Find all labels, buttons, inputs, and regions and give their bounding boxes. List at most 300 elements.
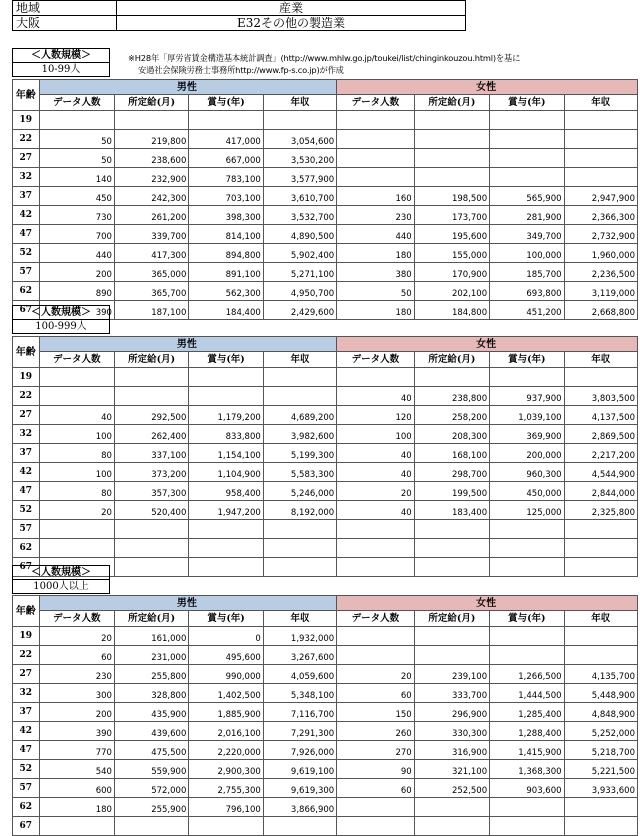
male-annual-cell: 5,902,400 bbox=[263, 244, 336, 263]
female-annual-cell: 2,947,900 bbox=[564, 187, 637, 206]
female-annual-cell bbox=[564, 558, 637, 577]
male-annual-cell: 3,530,200 bbox=[263, 149, 336, 168]
size-box bbox=[12, 565, 110, 594]
male-bonus-header: 賞与(年) bbox=[189, 611, 263, 627]
female-bonus-cell: 369,900 bbox=[490, 425, 564, 444]
female-count-cell: 100 bbox=[337, 425, 414, 444]
male-salary-header: 所定給(月) bbox=[114, 95, 188, 111]
male-bonus-cell: 667,000 bbox=[189, 149, 263, 168]
male-salary-cell: 219,800 bbox=[114, 130, 188, 149]
female-count-cell: 150 bbox=[337, 703, 414, 722]
female-annual-cell bbox=[564, 130, 637, 149]
female-salary-header: 所定給(月) bbox=[414, 95, 489, 111]
female-annual-cell bbox=[564, 627, 637, 646]
female-count-cell: 40 bbox=[337, 501, 414, 520]
male-annual-cell: 7,116,700 bbox=[263, 703, 336, 722]
size-label: ＜人数規模＞ bbox=[13, 306, 110, 320]
male-count-cell: 50 bbox=[39, 130, 114, 149]
age-cell: 52 bbox=[13, 760, 40, 779]
male-count-cell bbox=[39, 520, 114, 539]
size-box bbox=[12, 48, 110, 77]
female-header: 女性 bbox=[337, 337, 638, 352]
male-bonus-cell: 2,755,300 bbox=[189, 779, 263, 798]
female-annual-cell: 3,803,500 bbox=[564, 387, 637, 406]
female-salary-cell bbox=[414, 168, 489, 187]
male-annual-cell: 9,619,300 bbox=[263, 779, 336, 798]
male-header: 男性 bbox=[39, 337, 337, 352]
male-count-cell: 890 bbox=[39, 282, 114, 301]
table-row bbox=[13, 187, 638, 206]
age-cell: 67 bbox=[13, 558, 40, 577]
female-count-cell: 380 bbox=[337, 263, 414, 282]
female-bonus-cell: 1,039,100 bbox=[490, 406, 564, 425]
male-annual-cell bbox=[263, 368, 336, 387]
male-count-cell: 200 bbox=[39, 703, 114, 722]
age-header: 年齢 bbox=[13, 596, 40, 627]
male-count-cell bbox=[39, 368, 114, 387]
age-cell: 32 bbox=[13, 684, 40, 703]
female-salary-cell: 168,100 bbox=[414, 444, 489, 463]
industry-label: 産業 bbox=[117, 1, 466, 16]
female-bonus-cell: 1,368,300 bbox=[490, 760, 564, 779]
male-annual-cell: 4,689,200 bbox=[263, 406, 336, 425]
source-note-line2: 安過社会保険労務士事務所http://www.fp-s.co.jp)が作成 bbox=[138, 65, 344, 75]
female-salary-cell bbox=[414, 646, 489, 665]
female-count-cell bbox=[337, 646, 414, 665]
age-header: 年齢 bbox=[13, 337, 40, 368]
male-bonus-cell: 398,300 bbox=[189, 206, 263, 225]
male-count-cell: 140 bbox=[39, 168, 114, 187]
female-annual-cell: 4,544,900 bbox=[564, 463, 637, 482]
male-annual-cell: 8,192,000 bbox=[263, 501, 336, 520]
female-bonus-cell: 937,900 bbox=[490, 387, 564, 406]
male-bonus-cell: 1,885,900 bbox=[189, 703, 263, 722]
female-count-header: データ人数 bbox=[337, 352, 414, 368]
male-count-cell: 20 bbox=[39, 501, 114, 520]
male-annual-header: 年収 bbox=[263, 95, 336, 111]
female-annual-cell bbox=[564, 111, 637, 130]
female-count-cell: 40 bbox=[337, 463, 414, 482]
age-cell: 67 bbox=[13, 301, 40, 320]
female-bonus-cell: 1,266,500 bbox=[490, 665, 564, 684]
age-cell: 22 bbox=[13, 646, 40, 665]
age-cell: 42 bbox=[13, 463, 40, 482]
male-annual-cell bbox=[263, 558, 336, 577]
male-count-cell: 230 bbox=[39, 665, 114, 684]
female-salary-cell: 199,500 bbox=[414, 482, 489, 501]
male-annual-cell bbox=[263, 111, 336, 130]
male-count-cell: 390 bbox=[39, 722, 114, 741]
male-annual-cell: 5,271,100 bbox=[263, 263, 336, 282]
female-annual-cell bbox=[564, 539, 637, 558]
age-cell: 37 bbox=[13, 187, 40, 206]
female-annual-cell: 4,137,500 bbox=[564, 406, 637, 425]
male-bonus-cell: 1,154,100 bbox=[189, 444, 263, 463]
male-salary-cell: 365,700 bbox=[114, 282, 188, 301]
female-salary-cell: 198,500 bbox=[414, 187, 489, 206]
table-row bbox=[13, 406, 638, 425]
female-annual-header: 年収 bbox=[564, 95, 637, 111]
female-annual-cell: 4,135,700 bbox=[564, 665, 637, 684]
male-count-cell: 450 bbox=[39, 187, 114, 206]
female-salary-cell: 183,400 bbox=[414, 501, 489, 520]
female-annual-header: 年収 bbox=[564, 611, 637, 627]
male-count-cell: 100 bbox=[39, 463, 114, 482]
male-salary-cell: 435,900 bbox=[114, 703, 188, 722]
female-bonus-cell: 565,900 bbox=[490, 187, 564, 206]
female-salary-cell: 195,600 bbox=[414, 225, 489, 244]
female-annual-cell: 1,960,000 bbox=[564, 244, 637, 263]
female-bonus-cell: 903,600 bbox=[490, 779, 564, 798]
female-annual-cell: 2,217,200 bbox=[564, 444, 637, 463]
table-row bbox=[13, 206, 638, 225]
male-annual-cell: 4,950,700 bbox=[263, 282, 336, 301]
male-annual-cell: 4,890,500 bbox=[263, 225, 336, 244]
size-box bbox=[12, 305, 110, 334]
male-count-cell: 200 bbox=[39, 263, 114, 282]
age-cell: 32 bbox=[13, 425, 40, 444]
female-annual-cell: 5,221,500 bbox=[564, 760, 637, 779]
female-count-cell bbox=[337, 798, 414, 817]
female-annual-cell: 5,252,000 bbox=[564, 722, 637, 741]
table-row bbox=[13, 760, 638, 779]
age-cell: 42 bbox=[13, 722, 40, 741]
male-salary-cell bbox=[114, 111, 188, 130]
female-count-cell bbox=[337, 368, 414, 387]
table-row bbox=[13, 425, 638, 444]
male-bonus-cell bbox=[189, 368, 263, 387]
male-annual-header: 年収 bbox=[263, 611, 336, 627]
table-row bbox=[13, 149, 638, 168]
male-bonus-cell: 1,402,500 bbox=[189, 684, 263, 703]
male-salary-cell: 232,900 bbox=[114, 168, 188, 187]
female-salary-cell bbox=[414, 149, 489, 168]
male-salary-cell: 187,100 bbox=[114, 301, 188, 320]
male-bonus-cell: 184,400 bbox=[189, 301, 263, 320]
age-cell: 47 bbox=[13, 482, 40, 501]
female-annual-cell bbox=[564, 368, 637, 387]
male-count-cell: 40 bbox=[39, 406, 114, 425]
male-annual-cell: 1,932,000 bbox=[263, 627, 336, 646]
wage-table bbox=[12, 336, 638, 577]
age-cell: 47 bbox=[13, 741, 40, 760]
male-annual-cell: 4,059,600 bbox=[263, 665, 336, 684]
male-salary-header: 所定給(月) bbox=[114, 611, 188, 627]
female-bonus-cell bbox=[490, 817, 564, 836]
male-bonus-cell: 833,800 bbox=[189, 425, 263, 444]
male-salary-cell bbox=[114, 539, 188, 558]
female-bonus-cell bbox=[490, 646, 564, 665]
male-salary-cell bbox=[114, 387, 188, 406]
male-annual-cell: 3,267,600 bbox=[263, 646, 336, 665]
female-count-cell: 20 bbox=[337, 482, 414, 501]
male-bonus-cell: 495,600 bbox=[189, 646, 263, 665]
female-annual-cell: 5,448,900 bbox=[564, 684, 637, 703]
male-bonus-cell: 2,016,100 bbox=[189, 722, 263, 741]
female-bonus-header: 賞与(年) bbox=[490, 352, 564, 368]
male-salary-cell: 161,000 bbox=[114, 627, 188, 646]
female-bonus-header: 賞与(年) bbox=[490, 611, 564, 627]
female-count-cell bbox=[337, 149, 414, 168]
female-salary-cell bbox=[414, 798, 489, 817]
female-count-cell: 120 bbox=[337, 406, 414, 425]
male-salary-cell: 261,200 bbox=[114, 206, 188, 225]
male-salary-cell: 255,800 bbox=[114, 665, 188, 684]
size-label: ＜人数規模＞ bbox=[13, 49, 110, 63]
female-salary-cell: 330,300 bbox=[414, 722, 489, 741]
female-salary-cell bbox=[414, 817, 489, 836]
female-annual-cell bbox=[564, 798, 637, 817]
male-bonus-header: 賞与(年) bbox=[189, 95, 263, 111]
female-salary-cell bbox=[414, 539, 489, 558]
male-salary-cell: 357,300 bbox=[114, 482, 188, 501]
male-annual-cell: 3,532,700 bbox=[263, 206, 336, 225]
male-bonus-cell bbox=[189, 111, 263, 130]
male-bonus-cell bbox=[189, 387, 263, 406]
table-row bbox=[13, 130, 638, 149]
male-annual-cell: 9,619,100 bbox=[263, 760, 336, 779]
male-salary-cell: 365,000 bbox=[114, 263, 188, 282]
female-salary-cell: 321,100 bbox=[414, 760, 489, 779]
male-count-cell: 60 bbox=[39, 646, 114, 665]
female-salary-cell bbox=[414, 627, 489, 646]
male-salary-cell: 559,900 bbox=[114, 760, 188, 779]
female-salary-cell: 239,100 bbox=[414, 665, 489, 684]
male-annual-cell: 3,577,900 bbox=[263, 168, 336, 187]
female-bonus-cell bbox=[490, 558, 564, 577]
female-bonus-cell: 185,700 bbox=[490, 263, 564, 282]
female-count-cell bbox=[337, 520, 414, 539]
female-bonus-cell: 281,900 bbox=[490, 206, 564, 225]
age-cell: 57 bbox=[13, 779, 40, 798]
age-cell: 32 bbox=[13, 168, 40, 187]
male-count-cell: 390 bbox=[39, 301, 114, 320]
male-annual-cell: 7,926,000 bbox=[263, 741, 336, 760]
age-cell: 22 bbox=[13, 387, 40, 406]
male-bonus-cell: 796,100 bbox=[189, 798, 263, 817]
size-value: 10-99人 bbox=[13, 63, 110, 77]
female-count-cell: 20 bbox=[337, 665, 414, 684]
female-count-cell: 440 bbox=[337, 225, 414, 244]
male-salary-cell: 242,300 bbox=[114, 187, 188, 206]
male-salary-cell: 339,700 bbox=[114, 225, 188, 244]
female-bonus-cell: 693,800 bbox=[490, 282, 564, 301]
size-value: 100-999人 bbox=[13, 320, 110, 334]
age-header: 年齢 bbox=[13, 80, 40, 111]
male-bonus-cell: 703,100 bbox=[189, 187, 263, 206]
female-salary-cell bbox=[414, 368, 489, 387]
male-count-cell: 180 bbox=[39, 798, 114, 817]
table-row bbox=[13, 168, 638, 187]
male-salary-cell: 328,800 bbox=[114, 684, 188, 703]
male-salary-cell: 572,000 bbox=[114, 779, 188, 798]
age-cell: 27 bbox=[13, 665, 40, 684]
male-bonus-cell bbox=[189, 817, 263, 836]
male-count-cell: 20 bbox=[39, 627, 114, 646]
male-salary-cell: 520,400 bbox=[114, 501, 188, 520]
table-row bbox=[13, 646, 638, 665]
male-salary-cell: 292,500 bbox=[114, 406, 188, 425]
male-salary-cell: 417,300 bbox=[114, 244, 188, 263]
male-bonus-cell: 2,900,300 bbox=[189, 760, 263, 779]
age-cell: 42 bbox=[13, 206, 40, 225]
wage-table bbox=[12, 595, 638, 836]
female-salary-cell: 298,700 bbox=[414, 463, 489, 482]
female-bonus-cell bbox=[490, 149, 564, 168]
male-salary-cell bbox=[114, 817, 188, 836]
female-count-cell: 180 bbox=[337, 244, 414, 263]
male-count-cell bbox=[39, 817, 114, 836]
male-bonus-cell: 417,000 bbox=[189, 130, 263, 149]
size-value: 1000人以上 bbox=[13, 580, 110, 594]
male-count-header: データ人数 bbox=[39, 352, 114, 368]
age-cell: 27 bbox=[13, 406, 40, 425]
female-annual-cell: 2,325,800 bbox=[564, 501, 637, 520]
male-bonus-cell bbox=[189, 539, 263, 558]
male-annual-cell bbox=[263, 520, 336, 539]
age-cell: 27 bbox=[13, 149, 40, 168]
female-annual-header: 年収 bbox=[564, 352, 637, 368]
female-bonus-cell: 1,288,400 bbox=[490, 722, 564, 741]
table-row bbox=[13, 282, 638, 301]
female-bonus-cell: 100,000 bbox=[490, 244, 564, 263]
table-row bbox=[13, 741, 638, 760]
age-cell: 19 bbox=[13, 627, 40, 646]
male-salary-cell bbox=[114, 368, 188, 387]
female-annual-cell: 2,732,900 bbox=[564, 225, 637, 244]
age-cell: 57 bbox=[13, 263, 40, 282]
male-count-cell: 770 bbox=[39, 741, 114, 760]
female-count-cell bbox=[337, 539, 414, 558]
male-salary-cell: 373,200 bbox=[114, 463, 188, 482]
table-row bbox=[13, 779, 638, 798]
table-row bbox=[13, 482, 638, 501]
table-row bbox=[13, 665, 638, 684]
male-annual-cell: 3,866,900 bbox=[263, 798, 336, 817]
female-count-cell bbox=[337, 130, 414, 149]
female-count-cell bbox=[337, 817, 414, 836]
age-cell: 22 bbox=[13, 130, 40, 149]
female-count-header: データ人数 bbox=[337, 611, 414, 627]
female-salary-cell: 333,700 bbox=[414, 684, 489, 703]
male-bonus-cell: 783,100 bbox=[189, 168, 263, 187]
female-salary-cell: 184,800 bbox=[414, 301, 489, 320]
female-annual-cell: 3,119,000 bbox=[564, 282, 637, 301]
male-annual-cell: 7,291,300 bbox=[263, 722, 336, 741]
male-header: 男性 bbox=[39, 80, 337, 95]
male-count-cell bbox=[39, 387, 114, 406]
female-annual-cell: 4,848,900 bbox=[564, 703, 637, 722]
male-count-cell bbox=[39, 539, 114, 558]
age-cell: 62 bbox=[13, 282, 40, 301]
header-table bbox=[12, 0, 466, 31]
male-annual-cell: 3,054,600 bbox=[263, 130, 336, 149]
female-bonus-cell: 1,415,900 bbox=[490, 741, 564, 760]
male-count-cell: 440 bbox=[39, 244, 114, 263]
female-annual-cell: 2,869,500 bbox=[564, 425, 637, 444]
table-row bbox=[13, 520, 638, 539]
female-annual-cell bbox=[564, 149, 637, 168]
female-bonus-cell bbox=[490, 798, 564, 817]
male-count-cell: 100 bbox=[39, 425, 114, 444]
female-bonus-header: 賞与(年) bbox=[490, 95, 564, 111]
female-salary-cell bbox=[414, 111, 489, 130]
age-cell: 62 bbox=[13, 798, 40, 817]
male-bonus-cell: 562,300 bbox=[189, 282, 263, 301]
female-bonus-cell: 450,000 bbox=[490, 482, 564, 501]
age-cell: 19 bbox=[13, 111, 40, 130]
female-count-cell: 270 bbox=[337, 741, 414, 760]
female-annual-cell: 2,236,500 bbox=[564, 263, 637, 282]
female-salary-cell: 316,900 bbox=[414, 741, 489, 760]
male-annual-cell: 5,583,300 bbox=[263, 463, 336, 482]
table-row bbox=[13, 387, 638, 406]
male-salary-cell: 238,600 bbox=[114, 149, 188, 168]
female-bonus-cell bbox=[490, 368, 564, 387]
male-salary-cell: 255,900 bbox=[114, 798, 188, 817]
female-annual-cell: 2,844,000 bbox=[564, 482, 637, 501]
male-bonus-cell: 1,947,200 bbox=[189, 501, 263, 520]
male-annual-cell bbox=[263, 817, 336, 836]
male-count-cell bbox=[39, 111, 114, 130]
female-salary-cell bbox=[414, 558, 489, 577]
female-count-cell: 40 bbox=[337, 387, 414, 406]
male-annual-cell: 5,348,100 bbox=[263, 684, 336, 703]
female-salary-cell: 173,700 bbox=[414, 206, 489, 225]
age-cell: 62 bbox=[13, 539, 40, 558]
female-count-cell: 40 bbox=[337, 444, 414, 463]
female-salary-cell: 258,200 bbox=[414, 406, 489, 425]
female-annual-cell: 2,366,300 bbox=[564, 206, 637, 225]
male-salary-cell: 337,100 bbox=[114, 444, 188, 463]
female-count-cell bbox=[337, 168, 414, 187]
female-salary-cell bbox=[414, 130, 489, 149]
female-salary-cell: 208,300 bbox=[414, 425, 489, 444]
female-bonus-cell: 1,444,500 bbox=[490, 684, 564, 703]
wage-table bbox=[12, 79, 638, 320]
male-bonus-cell: 1,179,200 bbox=[189, 406, 263, 425]
male-annual-cell bbox=[263, 387, 336, 406]
region-value: 大阪 bbox=[13, 16, 117, 31]
female-count-header: データ人数 bbox=[337, 95, 414, 111]
female-bonus-cell bbox=[490, 111, 564, 130]
male-count-cell: 300 bbox=[39, 684, 114, 703]
female-salary-cell: 155,000 bbox=[414, 244, 489, 263]
female-bonus-cell bbox=[490, 520, 564, 539]
male-count-cell: 540 bbox=[39, 760, 114, 779]
table-row bbox=[13, 263, 638, 282]
female-header: 女性 bbox=[337, 596, 638, 611]
female-count-cell bbox=[337, 111, 414, 130]
female-count-cell: 160 bbox=[337, 187, 414, 206]
male-annual-header: 年収 bbox=[263, 352, 336, 368]
male-bonus-cell bbox=[189, 520, 263, 539]
male-annual-cell: 3,610,700 bbox=[263, 187, 336, 206]
male-salary-cell: 475,500 bbox=[114, 741, 188, 760]
female-header: 女性 bbox=[337, 80, 638, 95]
table-row bbox=[13, 244, 638, 263]
male-bonus-cell bbox=[189, 558, 263, 577]
male-bonus-cell: 814,100 bbox=[189, 225, 263, 244]
female-annual-cell: 2,668,800 bbox=[564, 301, 637, 320]
male-salary-cell: 231,000 bbox=[114, 646, 188, 665]
male-annual-cell: 3,982,600 bbox=[263, 425, 336, 444]
source-note bbox=[128, 52, 520, 76]
female-count-cell bbox=[337, 558, 414, 577]
table-row bbox=[13, 817, 638, 836]
table-row bbox=[13, 463, 638, 482]
table-row bbox=[13, 684, 638, 703]
